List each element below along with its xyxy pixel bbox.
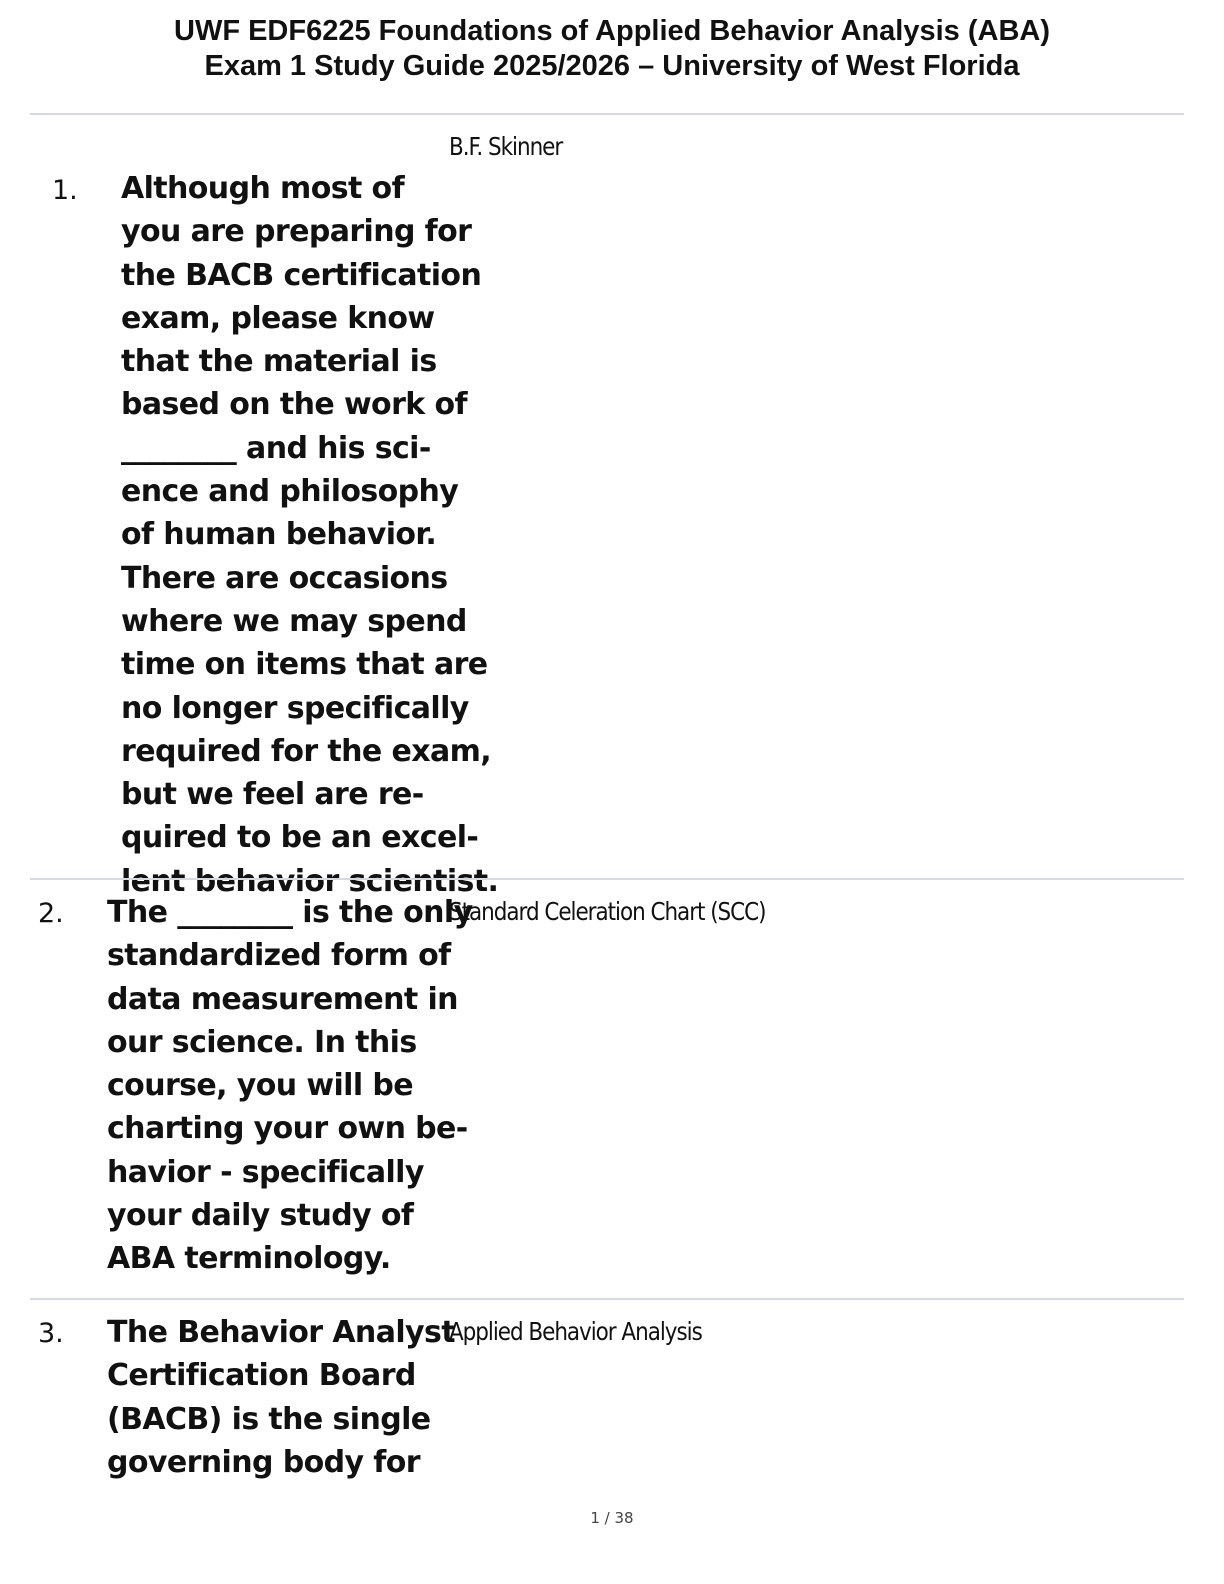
divider-1	[30, 878, 1184, 880]
question-1	[121, 167, 499, 903]
question-2	[107, 891, 473, 1281]
question-line: The Behavior Analyst	[107, 1315, 455, 1350]
question-3	[107, 1311, 455, 1484]
question-line: exam, please know	[121, 300, 435, 336]
question-line: time on items that are	[121, 647, 488, 683]
item-number-2: 2.	[38, 898, 64, 929]
question-line: but we feel are re-	[121, 777, 424, 813]
question-line: data measurement in	[107, 981, 458, 1017]
title-line-1: UWF EDF6225 Foundations of Applied Behavior Analysis (ABA)	[174, 15, 1050, 47]
question-line: that the material is	[121, 344, 437, 380]
question-line: quired to be an excel-	[121, 820, 479, 856]
question-line: course, you will be	[107, 1068, 413, 1104]
answer-3: Applied Behavior Analysis	[449, 1317, 702, 1346]
divider-top	[30, 113, 1184, 115]
item-number-3: 3.	[38, 1318, 64, 1349]
question-line: The ________ is the only	[107, 895, 473, 930]
question-line: your daily study of	[107, 1198, 414, 1234]
question-line: based on the work of	[121, 387, 467, 423]
question-line: ABA terminology.	[107, 1241, 391, 1277]
question-line: standardized form of	[107, 938, 451, 974]
answer-1: B.F. Skinner	[449, 132, 563, 161]
item-number-1: 1.	[52, 175, 78, 206]
question-line: where we may spend	[121, 603, 467, 639]
question-line: (BACB) is the single	[107, 1401, 431, 1437]
question-line: lent behavior scientist.	[121, 863, 499, 899]
answer-2: Standard Celeration Chart (SCC)	[449, 897, 766, 926]
question-line: havior - specifically	[107, 1154, 424, 1190]
question-line: governing body for	[107, 1444, 420, 1480]
question-line: Certification Board	[107, 1358, 416, 1394]
question-line: required for the exam,	[121, 733, 492, 769]
divider-2	[30, 1298, 1184, 1300]
title-line-2: Exam 1 Study Guide 2025/2026 – University of West Florida	[204, 50, 1020, 82]
question-line: ence and philosophy	[121, 474, 459, 510]
question-line: ________ and his sci-	[121, 430, 431, 466]
question-line: There are occasions	[121, 560, 448, 596]
question-line: the BACB certification	[121, 257, 482, 293]
question-line: Although most of	[121, 171, 405, 206]
document-title	[0, 14, 1224, 84]
question-line: of human behavior.	[121, 517, 437, 553]
question-line: charting your own be-	[107, 1111, 468, 1147]
question-line: no longer specifically	[121, 690, 469, 726]
question-line: you are preparing for	[121, 214, 472, 250]
question-line: our science. In this	[107, 1024, 417, 1060]
page-number: 1 / 38	[590, 1509, 634, 1527]
